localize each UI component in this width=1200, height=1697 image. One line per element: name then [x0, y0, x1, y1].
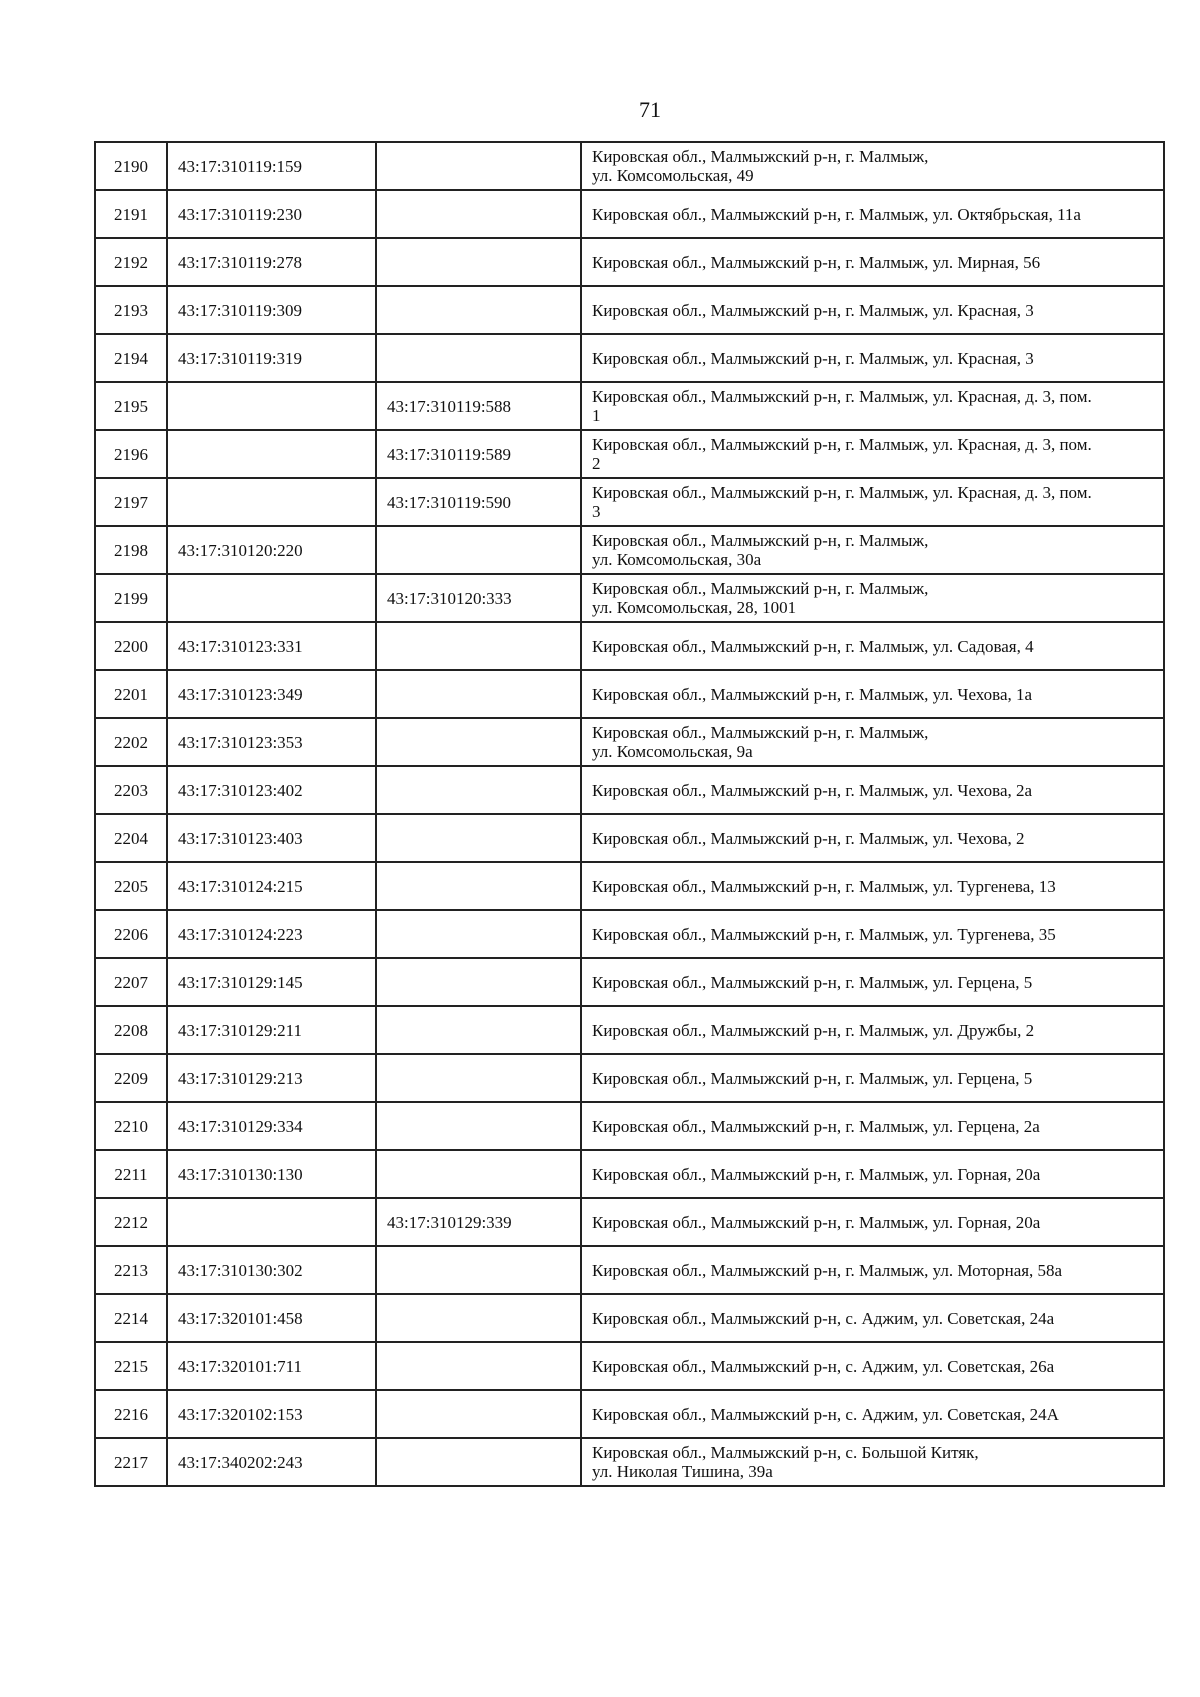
row-number-cell: 2198 — [95, 526, 167, 574]
cadastral-number-cell — [167, 574, 376, 622]
address-cell: Кировская обл., Малмыжский р-н, г. Малмыж, ул. Комсомольская, 9а — [581, 718, 1164, 766]
row-number-cell: 2199 — [95, 574, 167, 622]
cadastral-number-cell: 43:17:310123:403 — [167, 814, 376, 862]
address-cell: Кировская обл., Малмыжский р-н, г. Малмыж, ул. Комсомольская, 49 — [581, 142, 1164, 190]
table-row — [95, 142, 1164, 190]
row-number-cell: 2193 — [95, 286, 167, 334]
row-number-cell: 2200 — [95, 622, 167, 670]
sub-cadastral-number-cell — [376, 1150, 581, 1198]
row-number-cell: 2211 — [95, 1150, 167, 1198]
address-cell: Кировская обл., Малмыжский р-н, г. Малмыж, ул. Комсомольская, 28, 1001 — [581, 574, 1164, 622]
row-number-cell: 2197 — [95, 478, 167, 526]
sub-cadastral-number-cell — [376, 622, 581, 670]
cadastral-number-cell: 43:17:310123:402 — [167, 766, 376, 814]
sub-cadastral-number-cell — [376, 958, 581, 1006]
cadastral-number-cell: 43:17:310124:215 — [167, 862, 376, 910]
row-number-cell: 2212 — [95, 1198, 167, 1246]
row-number-cell: 2213 — [95, 1246, 167, 1294]
page-number: 71 — [639, 97, 661, 122]
table-row — [95, 718, 1164, 766]
table-row — [95, 814, 1164, 862]
table-row — [95, 334, 1164, 382]
table-row — [95, 958, 1164, 1006]
cadastral-number-cell: 43:17:320101:458 — [167, 1294, 376, 1342]
sub-cadastral-number-cell — [376, 1390, 581, 1438]
table-row — [95, 1438, 1164, 1486]
registry-table-body — [95, 142, 1164, 1486]
cadastral-number-cell: 43:17:320101:711 — [167, 1342, 376, 1390]
address-cell: Кировская обл., Малмыжский р-н, с. Большой Китяк, ул. Николая Тишина, 39а — [581, 1438, 1164, 1486]
cadastral-number-cell: 43:17:320102:153 — [167, 1390, 376, 1438]
sub-cadastral-number-cell — [376, 718, 581, 766]
sub-cadastral-number-cell — [376, 1438, 581, 1486]
table-row — [95, 238, 1164, 286]
cadastral-number-cell: 43:17:340202:243 — [167, 1438, 376, 1486]
address-cell: Кировская обл., Малмыжский р-н, г. Малмыж, ул. Герцена, 5 — [581, 1054, 1164, 1102]
table-row — [95, 526, 1164, 574]
cadastral-number-cell: 43:17:310129:334 — [167, 1102, 376, 1150]
sub-cadastral-number-cell — [376, 1006, 581, 1054]
sub-cadastral-number-cell — [376, 862, 581, 910]
row-number-cell: 2195 — [95, 382, 167, 430]
sub-cadastral-number-cell — [376, 1054, 581, 1102]
table-row — [95, 622, 1164, 670]
sub-cadastral-number-cell — [376, 526, 581, 574]
row-number-cell: 2209 — [95, 1054, 167, 1102]
cadastral-number-cell: 43:17:310119:278 — [167, 238, 376, 286]
table-row — [95, 766, 1164, 814]
registry-table — [94, 141, 1165, 1487]
address-cell: Кировская обл., Малмыжский р-н, г. Малмыж, ул. Горная, 20а — [581, 1150, 1164, 1198]
address-cell: Кировская обл., Малмыжский р-н, г. Малмыж, ул. Герцена, 2а — [581, 1102, 1164, 1150]
cadastral-number-cell — [167, 382, 376, 430]
row-number-cell: 2194 — [95, 334, 167, 382]
address-cell: Кировская обл., Малмыжский р-н, г. Малмыж, ул. Дружбы, 2 — [581, 1006, 1164, 1054]
row-number-cell: 2204 — [95, 814, 167, 862]
sub-cadastral-number-cell: 43:17:310119:590 — [376, 478, 581, 526]
sub-cadastral-number-cell — [376, 670, 581, 718]
row-number-cell: 2215 — [95, 1342, 167, 1390]
row-number-cell: 2206 — [95, 910, 167, 958]
address-cell: Кировская обл., Малмыжский р-н, с. Аджим, ул. Советская, 24а — [581, 1294, 1164, 1342]
cadastral-number-cell: 43:17:310120:220 — [167, 526, 376, 574]
address-cell: Кировская обл., Малмыжский р-н, г. Малмыж, ул. Красная, 3 — [581, 286, 1164, 334]
row-number-cell: 2217 — [95, 1438, 167, 1486]
address-cell: Кировская обл., Малмыжский р-н, г. Малмыж, ул. Тургенева, 35 — [581, 910, 1164, 958]
cadastral-number-cell: 43:17:310130:130 — [167, 1150, 376, 1198]
table-row — [95, 1390, 1164, 1438]
sub-cadastral-number-cell: 43:17:310119:588 — [376, 382, 581, 430]
address-cell: Кировская обл., Малмыжский р-н, г. Малмыж, ул. Герцена, 5 — [581, 958, 1164, 1006]
table-row — [95, 382, 1164, 430]
address-cell: Кировская обл., Малмыжский р-н, г. Малмыж, ул. Чехова, 2 — [581, 814, 1164, 862]
address-cell: Кировская обл., Малмыжский р-н, г. Малмыж, ул. Комсомольская, 30а — [581, 526, 1164, 574]
address-cell: Кировская обл., Малмыжский р-н, г. Малмыж, ул. Красная, д. 3, пом. 2 — [581, 430, 1164, 478]
table-row — [95, 1294, 1164, 1342]
sub-cadastral-number-cell — [376, 1102, 581, 1150]
row-number-cell: 2216 — [95, 1390, 167, 1438]
cadastral-number-cell — [167, 478, 376, 526]
table-row — [95, 862, 1164, 910]
table-row — [95, 910, 1164, 958]
row-number-cell: 2208 — [95, 1006, 167, 1054]
address-cell: Кировская обл., Малмыжский р-н, г. Малмыж, ул. Мирная, 56 — [581, 238, 1164, 286]
row-number-cell: 2190 — [95, 142, 167, 190]
table-row — [95, 286, 1164, 334]
cadastral-number-cell: 43:17:310129:211 — [167, 1006, 376, 1054]
cadastral-number-cell: 43:17:310119:309 — [167, 286, 376, 334]
sub-cadastral-number-cell — [376, 910, 581, 958]
sub-cadastral-number-cell — [376, 190, 581, 238]
table-row — [95, 430, 1164, 478]
address-cell: Кировская обл., Малмыжский р-н, г. Малмыж, ул. Садовая, 4 — [581, 622, 1164, 670]
row-number-cell: 2201 — [95, 670, 167, 718]
table-row — [95, 1006, 1164, 1054]
sub-cadastral-number-cell — [376, 238, 581, 286]
row-number-cell: 2205 — [95, 862, 167, 910]
sub-cadastral-number-cell: 43:17:310120:333 — [376, 574, 581, 622]
sub-cadastral-number-cell — [376, 1342, 581, 1390]
cadastral-number-cell: 43:17:310129:145 — [167, 958, 376, 1006]
table-row — [95, 1054, 1164, 1102]
address-cell: Кировская обл., Малмыжский р-н, с. Аджим, ул. Советская, 26а — [581, 1342, 1164, 1390]
table-row — [95, 190, 1164, 238]
address-cell: Кировская обл., Малмыжский р-н, г. Малмыж, ул. Тургенева, 13 — [581, 862, 1164, 910]
table-row — [95, 1150, 1164, 1198]
cadastral-number-cell — [167, 430, 376, 478]
cadastral-number-cell: 43:17:310123:349 — [167, 670, 376, 718]
table-row — [95, 574, 1164, 622]
address-cell: Кировская обл., Малмыжский р-н, г. Малмыж, ул. Октябрьская, 11а — [581, 190, 1164, 238]
sub-cadastral-number-cell — [376, 814, 581, 862]
address-cell: Кировская обл., Малмыжский р-н, с. Аджим, ул. Советская, 24А — [581, 1390, 1164, 1438]
cadastral-number-cell: 43:17:310123:353 — [167, 718, 376, 766]
cadastral-number-cell: 43:17:310129:213 — [167, 1054, 376, 1102]
row-number-cell: 2192 — [95, 238, 167, 286]
address-cell: Кировская обл., Малмыжский р-н, г. Малмыж, ул. Красная, д. 3, пом. 3 — [581, 478, 1164, 526]
sub-cadastral-number-cell — [376, 286, 581, 334]
sub-cadastral-number-cell — [376, 1294, 581, 1342]
cadastral-number-cell: 43:17:310123:331 — [167, 622, 376, 670]
table-row — [95, 1198, 1164, 1246]
row-number-cell: 2207 — [95, 958, 167, 1006]
address-cell: Кировская обл., Малмыжский р-н, г. Малмыж, ул. Чехова, 2а — [581, 766, 1164, 814]
row-number-cell: 2191 — [95, 190, 167, 238]
cadastral-number-cell: 43:17:310130:302 — [167, 1246, 376, 1294]
address-cell: Кировская обл., Малмыжский р-н, г. Малмыж, ул. Чехова, 1а — [581, 670, 1164, 718]
address-cell: Кировская обл., Малмыжский р-н, г. Малмыж, ул. Красная, д. 3, пом. 1 — [581, 382, 1164, 430]
cadastral-number-cell: 43:17:310119:230 — [167, 190, 376, 238]
row-number-cell: 2210 — [95, 1102, 167, 1150]
row-number-cell: 2202 — [95, 718, 167, 766]
sub-cadastral-number-cell — [376, 142, 581, 190]
row-number-cell: 2203 — [95, 766, 167, 814]
table-row — [95, 478, 1164, 526]
sub-cadastral-number-cell: 43:17:310119:589 — [376, 430, 581, 478]
sub-cadastral-number-cell — [376, 334, 581, 382]
sub-cadastral-number-cell: 43:17:310129:339 — [376, 1198, 581, 1246]
address-cell: Кировская обл., Малмыжский р-н, г. Малмыж, ул. Моторная, 58а — [581, 1246, 1164, 1294]
address-cell: Кировская обл., Малмыжский р-н, г. Малмыж, ул. Горная, 20а — [581, 1198, 1164, 1246]
sub-cadastral-number-cell — [376, 766, 581, 814]
row-number-cell: 2196 — [95, 430, 167, 478]
address-cell: Кировская обл., Малмыжский р-н, г. Малмыж, ул. Красная, 3 — [581, 334, 1164, 382]
table-row — [95, 670, 1164, 718]
row-number-cell: 2214 — [95, 1294, 167, 1342]
cadastral-number-cell — [167, 1198, 376, 1246]
cadastral-number-cell: 43:17:310124:223 — [167, 910, 376, 958]
table-row — [95, 1102, 1164, 1150]
cadastral-number-cell: 43:17:310119:319 — [167, 334, 376, 382]
table-row — [95, 1246, 1164, 1294]
cadastral-number-cell: 43:17:310119:159 — [167, 142, 376, 190]
sub-cadastral-number-cell — [376, 1246, 581, 1294]
table-row — [95, 1342, 1164, 1390]
